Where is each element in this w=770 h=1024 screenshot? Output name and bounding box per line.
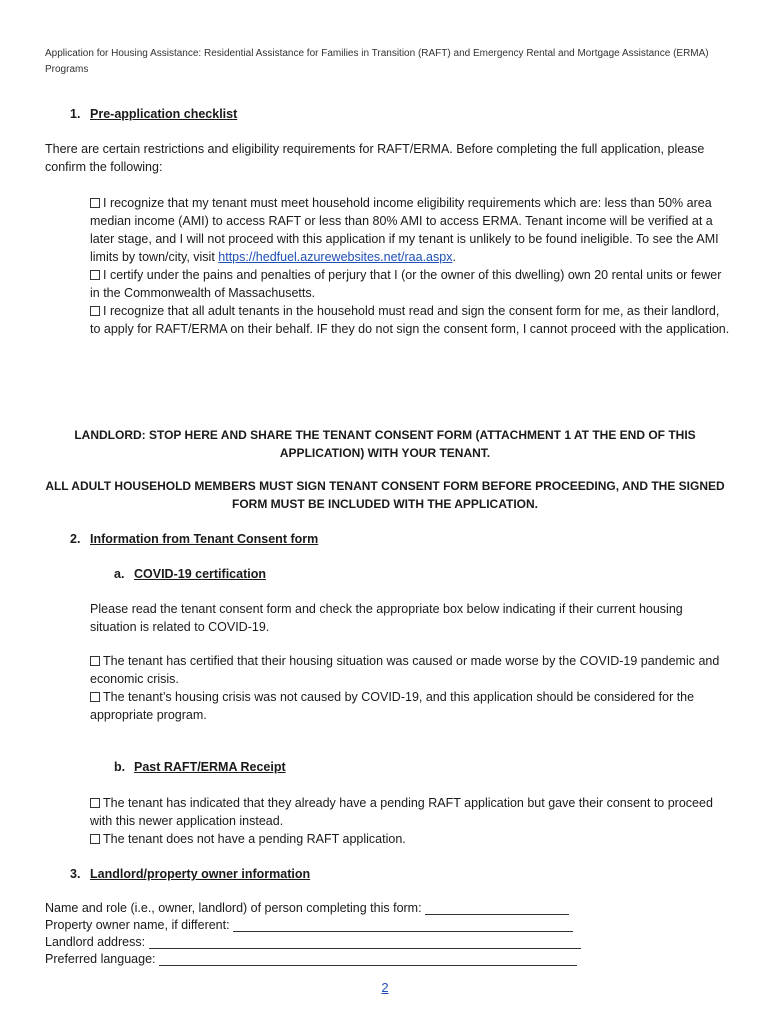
raft-option-none (90, 830, 730, 848)
checklist-item-income-end: . (452, 250, 456, 264)
covid-option-not-caused-text: The tenant’s housing crisis was not caused by COVID-19, and this application should be considered for the appropriate program. (90, 690, 695, 722)
owner-name-input[interactable] (233, 919, 573, 932)
checklist-item-income-text: I recognize that my tenant must meet household income eligibility requirements which are: less than 50% area median income (AMI) to access RAFT or less than 80% AMI to access ERMA. Tenant income will be verified at a later stage, and I will not proceed with this application if my tenant is unlikely to be found ineligible. To see the AMI limits by town/city, visit (90, 196, 719, 264)
section-2a-label: a. (114, 567, 125, 581)
consent-required-notice: ALL ADULT HOUSEHOLD MEMBERS MUST SIGN TENANT CONSENT FORM BEFORE PROCEEDING, AND THE SIGNED FORM MUST BE INCLUDED WITH THE APPLICATION. (45, 479, 725, 511)
checkbox-tenant-consent[interactable] (90, 306, 100, 316)
page-number: 2 (381, 980, 389, 995)
checklist-item-rental-units (90, 266, 730, 302)
completer-name-input[interactable] (425, 902, 569, 915)
covid-option-not-caused (90, 688, 730, 724)
section-3-number: 3. (70, 867, 81, 881)
document-header: Application for Housing Assistance: Residential Assistance for Families in Transition (RAFT) and Emergency Rental and Mortgage Assistance (ERMA) Programs (45, 48, 709, 75)
checkbox-rental-units[interactable] (90, 270, 100, 280)
checklist-item-income (90, 194, 730, 266)
raft-option-pending-text: The tenant has indicated that they already have a pending RAFT application but gave their consent to proceed with this newer application instead. (90, 796, 713, 828)
landlord-stop-notice: LANDLORD: STOP HERE AND SHARE THE TENANT CONSENT FORM (ATTACHMENT 1 AT THE END OF THIS APPLICATION) WITH YOUR TENANT. (74, 428, 696, 460)
raft-option-pending (90, 794, 730, 830)
form-field-address (45, 934, 581, 951)
section-3-title: Landlord/property owner information (90, 867, 311, 881)
checklist-item-consent (90, 302, 730, 338)
section-1-number: 1. (70, 107, 81, 121)
form-field-address-label: Landlord address: (45, 935, 146, 949)
checkbox-covid-caused[interactable] (90, 656, 100, 666)
section-2a-heading (114, 565, 266, 583)
section-2b-title: Past RAFT/ERMA Receipt (134, 760, 286, 774)
raft-option-none-text: The tenant does not have a pending RAFT application. (103, 832, 406, 846)
section-1-heading (70, 105, 237, 123)
preferred-language-input[interactable] (159, 953, 577, 966)
section-2-heading (70, 530, 318, 548)
form-field-language-label: Preferred language: (45, 952, 156, 966)
checkbox-raft-none[interactable] (90, 834, 100, 844)
covid-option-caused-text: The tenant has certified that their housing situation was caused or made worse by the COVID-19 pandemic and economic crisis. (90, 654, 720, 686)
checklist-item-consent-text: I recognize that all adult tenants in the household must read and sign the consent form for me, as their landlord, to apply for RAFT/ERMA on their behalf. IF they do not sign the consent form, I cannot proceed with the application. (90, 304, 730, 336)
form-field-owner (45, 917, 573, 934)
landlord-address-input[interactable] (149, 936, 581, 949)
checkbox-raft-pending[interactable] (90, 798, 100, 808)
checkbox-covid-not-caused[interactable] (90, 692, 100, 702)
form-field-completer-label: Name and role (i.e., owner, landlord) of person completing this form: (45, 901, 422, 915)
section-2-number: 2. (70, 532, 81, 546)
section-1-title: Pre-application checklist (90, 107, 238, 121)
form-field-owner-label: Property owner name, if different: (45, 918, 230, 932)
section-2a-title: COVID-19 certification (134, 567, 266, 581)
form-field-language (45, 951, 577, 968)
ami-limits-link[interactable]: https://hedfuel.azurewebsites.net/raa.aspx (218, 250, 453, 264)
section-2b-heading (114, 758, 286, 776)
covid-option-caused (90, 652, 730, 688)
section-2-title: Information from Tenant Consent form (90, 532, 319, 546)
section-3-heading (70, 865, 310, 883)
section-2b-label: b. (114, 760, 126, 774)
form-field-completer (45, 900, 569, 917)
checkbox-income-eligibility[interactable] (90, 198, 100, 208)
checklist-item-rental-units-text: I certify under the pains and penalties of perjury that I (or the owner of this dwelling) own 20 rental units or fewer in the Commonwealth of Massachusetts. (90, 268, 722, 300)
section-1-intro: There are certain restrictions and eligibility requirements for RAFT/ERMA. Before completing the full application, please confirm the following: (45, 142, 705, 174)
covid-intro: Please read the tenant consent form and check the appropriate box below indicating if their current housing situation is related to COVID-19. (90, 602, 683, 634)
